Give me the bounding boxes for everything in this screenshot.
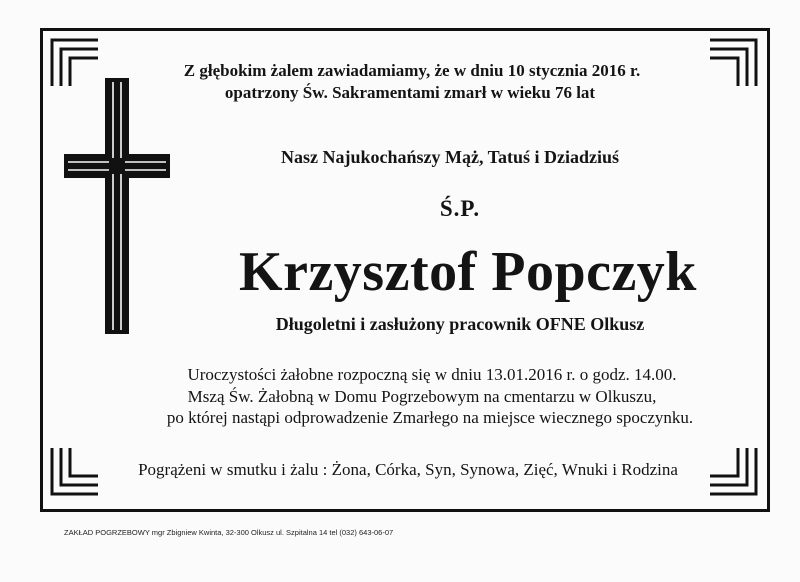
deceased-profession: Długoletni i zasłużony pracownik OFNE Olkusz [275, 314, 645, 334]
deceased-name: Krzysztof Popczyk [239, 241, 697, 303]
ceremony-line-2: Mszą Św. Żałobną w Domu Pogrzebowym na cmentarzu w Olkuszu, [187, 387, 657, 406]
mourners-line: Pogrążeni w smutku i żalu : Żona, Córka, Syn, Synowa, Zięć, Wnuki i Rodzina [138, 460, 678, 479]
ceremony-line-3: po której nastąpi odprowadzenie Zmarłego na miejsce wiecznego spoczynku. [166, 408, 694, 427]
sp-prefix: Ś.P. [439, 196, 481, 221]
family-address: Nasz Najukochańszy Mąż, Tatuś i Dziadziuś [280, 147, 620, 167]
ceremony-line-1: Uroczystości żałobne rozpoczną się w dniu 13.01.2016 r. o godz. 14.00. [187, 365, 677, 384]
funeral-home-footer: ZAKŁAD POGRZEBOWY mgr Zbigniew Kwinta, 32-300 Olkusz ul. Szpitalna 14 tel (032) 643-06-07 [64, 528, 394, 537]
announcement-line-2: opatrzony Św. Sakramentami zmarł w wieku 76 lat [224, 83, 596, 102]
announcement-line-1: Z głębokim żalem zawiadamiamy, że w dniu 10 stycznia 2016 r. [183, 61, 641, 80]
